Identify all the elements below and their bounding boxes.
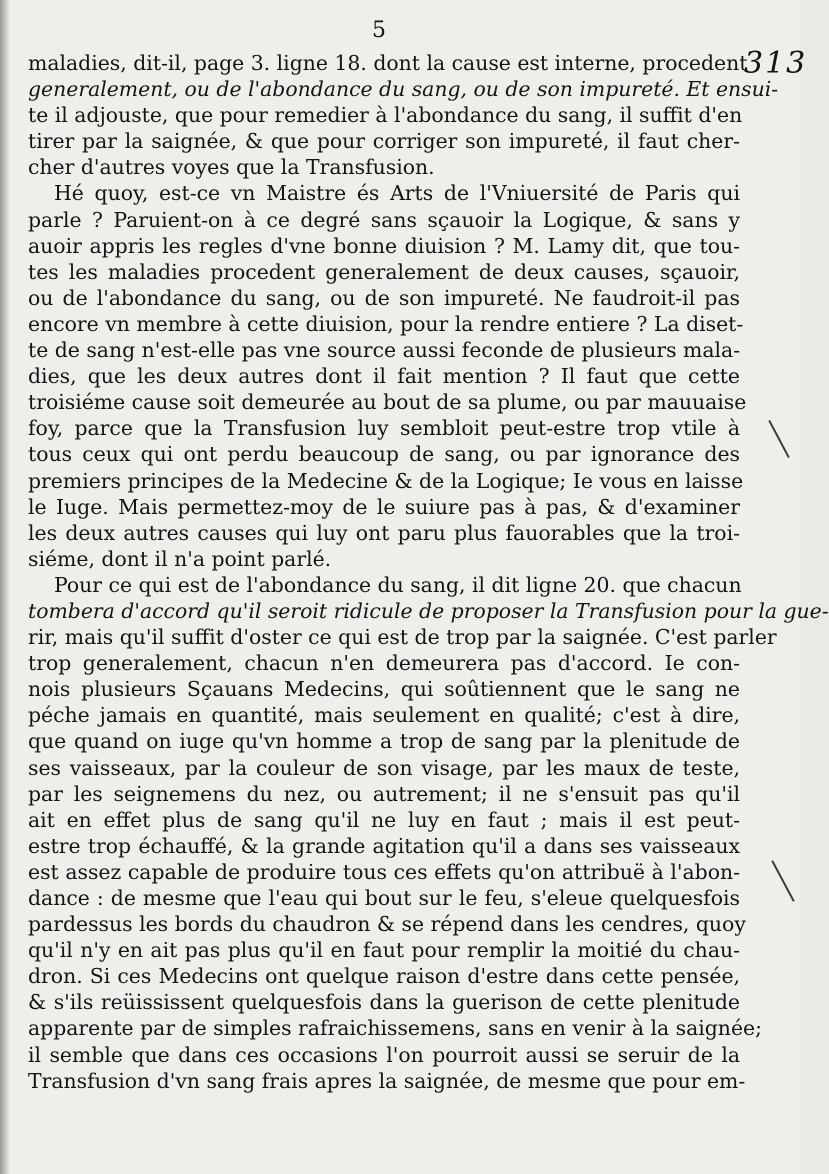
text-line: pardessus les bords du chaudron & se répend dans les cendres, quoy <box>28 912 746 937</box>
text-line: troisiéme cause soit demeurée au bout de sa plume, ou par mauuaise <box>28 390 747 415</box>
text-line: qu'il n'y en ait pas plus qu'il en faut pour remplir la moitié du chau- <box>28 938 740 963</box>
text-line: le Iuge. Mais permettez-moy de le suiure pas à pas, & d'examiner <box>28 494 740 519</box>
text-line: auoir appris les regles d'vne bonne diuision ? M. Lamy dit, que tou- <box>28 233 740 258</box>
text-line: premiers principes de la Medecine & de la Logique; Ie vous en laisse <box>28 468 744 493</box>
text-line: rir, mais qu'il suffit d'oster ce qui est de trop par la saignée. C'est parler <box>28 625 777 650</box>
text-line: est assez capable de produire tous ces effets qu'on attribuë à l'abon- <box>28 859 740 884</box>
margin-pencil-mark <box>771 860 794 902</box>
text-line: te il adjouste, que pour remedier à l'abondance du sang, il suffit d'en <box>28 103 743 128</box>
text-line: foy, parce que la Transfusion luy sembloit peut-estre trop vtile à <box>28 416 740 441</box>
text-line: les deux autres causes qui luy ont paru plus fauorables que la troi- <box>28 520 740 545</box>
text-line: encore vn membre à cette diuision, pour la rendre entiere ? La diset- <box>28 311 744 336</box>
text-line: apparente par de simples rafraichissemens, sans en venir à la saignée; <box>28 1016 762 1041</box>
text-line: siéme, dont il n'a point parlé. <box>28 546 332 571</box>
text-line: par les seignemens du nez, ou autrement; il ne s'ensuit pas qu'il <box>28 781 740 806</box>
text-line: parle ? Paruient-on à ce degré sans sçauoir la Logique, & sans y <box>28 207 740 232</box>
text-line: maladies, dit-il, page 3. ligne 18. dont la cause est interne, procedent <box>28 51 748 75</box>
text-line: que quand on iuge qu'vn homme a trop de sang par la plenitude de <box>28 729 740 754</box>
text-line: péche jamais en quantité, mais seulement en qualité; c'est à dire, <box>28 703 740 728</box>
text-line: generalement, ou de l'abondance du sang, ou de son impureté. Et ensui- <box>28 77 779 102</box>
page-edge-shadow <box>0 0 10 1174</box>
text-line: estre trop échauffé, & la grande agitation qu'il a dans ses vaisseaux <box>28 833 740 858</box>
text-line: tirer par la saignée, & que pour corriger son impureté, il faut cher- <box>28 129 740 154</box>
margin-page-annotation: 313 <box>744 46 808 81</box>
text-line: Hé quoy, est-ce vn Maistre és Arts de l'Vniuersité de Paris qui <box>54 181 740 206</box>
text-line: dance : de mesme que l'eau qui bout sur le feu, s'eleue quelquesfois <box>28 886 740 910</box>
text-line: Pour ce qui est de l'abondance du sang, il dit ligne 20. que chacun <box>54 572 742 597</box>
text-line: te de sang n'est-elle pas vne source aussi feconde de plusieurs mala- <box>28 338 741 363</box>
text-line: il semble que dans ces occasions l'on pourroit aussi se seruir de la <box>28 1042 740 1067</box>
text-line: & s'ils reüississent quelquesfois dans la guerison de cette plenitude <box>28 990 740 1015</box>
text-line: ses vaisseaux, par la couleur de son visage, par les maux de teste, <box>28 755 740 780</box>
text-line: dies, que les deux autres dont il fait mention ? Il faut que cette <box>28 364 740 389</box>
page-number: 5 <box>372 18 386 43</box>
margin-pencil-mark <box>768 420 789 458</box>
text-line: ait en effet plus de sang qu'il ne luy en faut ; mais il est peut- <box>28 807 740 832</box>
text-line: nois plusieurs Sçauans Medecins, qui soûtiennent que le sang ne <box>28 677 740 702</box>
text-line: trop generalement, chacun n'en demeurera pas d'accord. Ie con- <box>28 651 740 676</box>
text-line: ou de l'abondance du sang, ou de son impureté. Ne faudroit-il pas <box>28 285 740 310</box>
text-line: tombera d'accord qu'il seroit ridicule de proposer la Transfusion pour la gue- <box>28 598 829 623</box>
text-line: tous ceux qui ont perdu beaucoup de sang, ou par ignorance des <box>28 442 740 467</box>
text-line: dron. Si ces Medecins ont quelque raison d'estre dans cette pensée, <box>28 964 740 989</box>
text-line: cher d'autres voyes que la Transfusion. <box>28 155 435 180</box>
text-line: tes les maladies procedent generalement de deux causes, sçauoir, <box>28 259 740 284</box>
text-line: Transfusion d'vn sang frais apres la saignée, de mesme que pour em- <box>28 1068 746 1093</box>
